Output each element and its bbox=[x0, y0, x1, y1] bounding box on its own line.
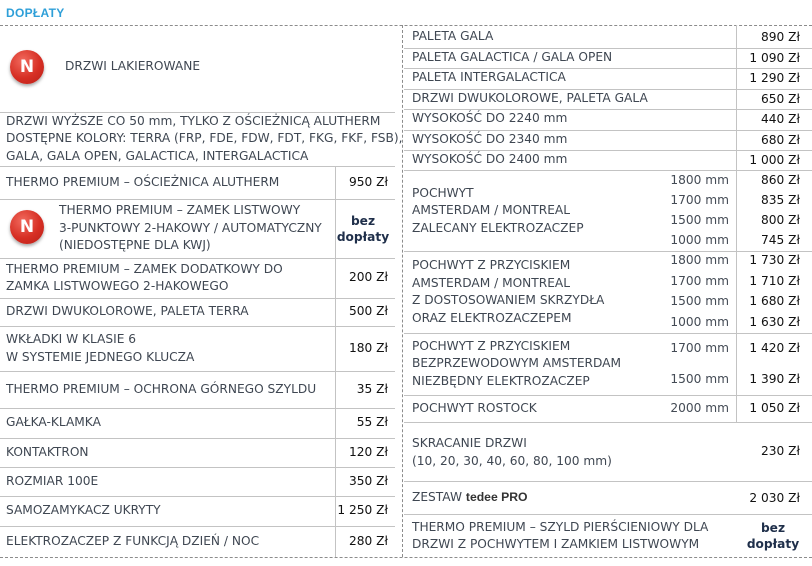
right-row-price: 650 Zł bbox=[761, 91, 800, 106]
handle-length: 1000 mm bbox=[670, 233, 729, 247]
left-row-price: 280 Zł bbox=[349, 533, 388, 548]
left-row-price: 35 Zł bbox=[356, 381, 388, 396]
handle-label: ZALECANY ELEKTROZACZEP bbox=[412, 220, 584, 235]
left-row-price: 180 Zł bbox=[349, 340, 388, 355]
handle-price: 1 680 Zł bbox=[749, 294, 800, 309]
no-charge-note: bez bbox=[760, 521, 786, 535]
left-row-label: 3-PUNKTOWY 2-HAKOWY / AUTOMATYCZNY bbox=[59, 220, 322, 235]
handle-length: 1500 mm bbox=[670, 213, 729, 227]
tedee-brand: tedee PRO bbox=[465, 490, 528, 504]
row-divider bbox=[404, 333, 812, 334]
left-row-label: SAMOZAMYKACZ UKRYTY bbox=[6, 503, 161, 518]
handle-length: 2000 mm bbox=[670, 400, 729, 415]
handle-label: BEZPRZEWODOWYM AMSTERDAM bbox=[412, 356, 622, 371]
tedee-set-label bbox=[412, 489, 528, 507]
handle-price: 1 630 Zł bbox=[749, 314, 800, 329]
handle-price: 1 390 Zł bbox=[749, 371, 800, 386]
left-row-price: 950 Zł bbox=[349, 174, 388, 189]
left-row-price: 55 Zł bbox=[356, 415, 388, 429]
right-row-label: WYSOKOŚĆ DO 2240 mm bbox=[412, 111, 568, 125]
taller-doors-text: GALA, GALA OPEN, GALACTICA, INTERGALACTICA bbox=[6, 148, 309, 163]
handle-label: AMSTERDAM / MONTREAL bbox=[412, 275, 571, 290]
shortening-label: SKRACANIE DRZWI bbox=[412, 436, 527, 450]
handle-label: POCHWYT bbox=[412, 185, 474, 200]
handle-length: 1500 mm bbox=[670, 294, 729, 309]
left-row-label: ROZMIAR 100E bbox=[6, 473, 99, 488]
handle-label: AMSTERDAM / MONTREAL bbox=[412, 203, 571, 218]
right-row-label: PALETA GALA bbox=[412, 29, 494, 43]
handle-label: POCHWYT Z PRZYCISKIEM bbox=[412, 338, 571, 353]
n-logo-icon: N bbox=[10, 210, 44, 244]
right-row-price: 440 Zł bbox=[761, 112, 800, 126]
handle-price: 860 Zł bbox=[761, 173, 800, 187]
handle-label: ORAZ ELEKTROZACZEPEM bbox=[412, 310, 572, 325]
no-charge-note: dopłaty bbox=[746, 537, 800, 551]
handle-length: 1700 mm bbox=[670, 193, 729, 207]
no-charge-note: bez bbox=[350, 213, 376, 228]
row-divider bbox=[404, 170, 812, 171]
tedee-set-price: 2 030 Zł bbox=[749, 491, 800, 505]
left-row-price: 1 250 Zł bbox=[337, 503, 388, 517]
row-divider bbox=[404, 395, 812, 396]
left-row-label: ZAMKA LISTWOWEGO 2-HAKOWEGO bbox=[6, 279, 229, 293]
row-divider bbox=[404, 422, 812, 423]
left-row-label: THERMO PREMIUM – ZAMEK LISTWOWY bbox=[59, 203, 301, 218]
left-row-label: THERMO PREMIUM – OCHRONA GÓRNEGO SZYLDU bbox=[6, 381, 317, 396]
right-row-price: 1 090 Zł bbox=[749, 50, 800, 65]
handle-label: NIEZBĘDNY ELEKTROZACZEP bbox=[412, 373, 590, 388]
top-dashed-divider bbox=[0, 25, 812, 26]
left-row-label: ELEKTROZACZEP Z FUNKCJĄ DZIEŃ / NOC bbox=[6, 533, 260, 548]
handle-length: 1700 mm bbox=[670, 273, 729, 288]
section-title: DOPŁATY bbox=[6, 6, 65, 20]
left-row-price: 200 Zł bbox=[349, 270, 388, 284]
ring-escutcheon-label: THERMO PREMIUM – SZYLD PIERŚCIENIOWY DLA bbox=[412, 520, 709, 534]
right-row-label: PALETA INTERGALACTICA bbox=[412, 70, 566, 84]
left-row-label: THERMO PREMIUM – OŚCIEŻNICA ALUTHERM bbox=[6, 174, 280, 189]
shortening-price: 230 Zł bbox=[761, 444, 800, 458]
handle-price: 1 420 Zł bbox=[749, 340, 800, 355]
bottom-dashed-divider bbox=[0, 557, 812, 558]
price-column-divider bbox=[335, 166, 336, 557]
handle-price: 800 Zł bbox=[761, 213, 800, 227]
right-row-label: PALETA GALACTICA / GALA OPEN bbox=[412, 49, 613, 64]
right-row-price: 890 Zł bbox=[761, 30, 800, 44]
shortening-label: (10, 20, 30, 40, 60, 80, 100 mm) bbox=[412, 454, 612, 468]
left-row-label: DRZWI DWUKOLOROWE, PALETA TERRA bbox=[6, 304, 249, 319]
left-row-price: 350 Zł bbox=[349, 473, 388, 488]
right-row-price: 1 290 Zł bbox=[749, 71, 800, 85]
handle-length: 1800 mm bbox=[670, 173, 729, 187]
handle-length: 1700 mm bbox=[670, 340, 729, 355]
left-row-label: (NIEDOSTĘPNE DLA KWJ) bbox=[59, 238, 211, 253]
taller-doors-text: DOSTĘPNE KOLORY: TERRA (FRP, FDE, FDW, FDT, FKG, FKF, FSB), bbox=[6, 131, 403, 146]
handle-label: POCHWYT Z PRZYCISKIEM bbox=[412, 258, 571, 272]
handle-price: 835 Zł bbox=[761, 193, 800, 207]
tedee-set-label-text: ZESTAW bbox=[412, 490, 466, 504]
left-row-label: KONTAKTRON bbox=[6, 444, 89, 459]
handle-length: 1500 mm bbox=[670, 371, 729, 386]
row-divider bbox=[404, 251, 812, 252]
row-divider bbox=[404, 514, 812, 515]
price-column-divider bbox=[736, 25, 737, 172]
right-row-price: 1 000 Zł bbox=[749, 153, 800, 167]
handle-price: 1 710 Zł bbox=[749, 273, 800, 288]
handle-label: POCHWYT ROSTOCK bbox=[412, 400, 537, 415]
handle-length: 1000 mm bbox=[670, 314, 729, 329]
left-row-label: THERMO PREMIUM – ZAMEK DODATKOWY DO bbox=[6, 261, 283, 276]
price-column-divider bbox=[736, 171, 737, 422]
handle-length: 1800 mm bbox=[670, 253, 729, 268]
left-row-label: WKŁADKI W KLASIE 6 bbox=[6, 332, 137, 346]
painted-doors-label: DRZWI LAKIEROWANE bbox=[65, 59, 201, 73]
right-row-label: WYSOKOŚĆ DO 2340 mm bbox=[412, 131, 568, 146]
right-row-label: WYSOKOŚĆ DO 2400 mm bbox=[412, 152, 568, 166]
handle-price: 1 050 Zł bbox=[749, 400, 800, 415]
left-row-label: GAŁKA-KLAMKA bbox=[6, 415, 101, 430]
handle-label: Z DOSTOSOWANIEM SKRZYDŁA bbox=[412, 293, 605, 307]
n-logo-icon: N bbox=[10, 50, 44, 84]
handle-price: 1 730 Zł bbox=[749, 253, 800, 268]
left-row-price: 500 Zł bbox=[349, 304, 388, 318]
row-divider bbox=[404, 481, 812, 482]
ring-escutcheon-label: DRZWI Z POCHWYTEM I ZAMKIEM LISTWOWYM bbox=[412, 537, 700, 551]
left-row-label: W SYSTEMIE JEDNEGO KLUCZA bbox=[6, 349, 195, 364]
taller-doors-text: DRZWI WYŻSZE CO 50 mm, TYLKO Z OŚCIEŻNICĄ ALUTHERM bbox=[6, 113, 381, 128]
handle-price: 745 Zł bbox=[761, 233, 800, 247]
right-row-label: DRZWI DWUKOLOROWE, PALETA GALA bbox=[412, 90, 648, 105]
left-row-price: 120 Zł bbox=[349, 444, 388, 459]
right-row-price: 680 Zł bbox=[761, 132, 800, 147]
column-dashed-divider bbox=[402, 25, 403, 557]
no-charge-note: dopłaty bbox=[336, 229, 390, 244]
